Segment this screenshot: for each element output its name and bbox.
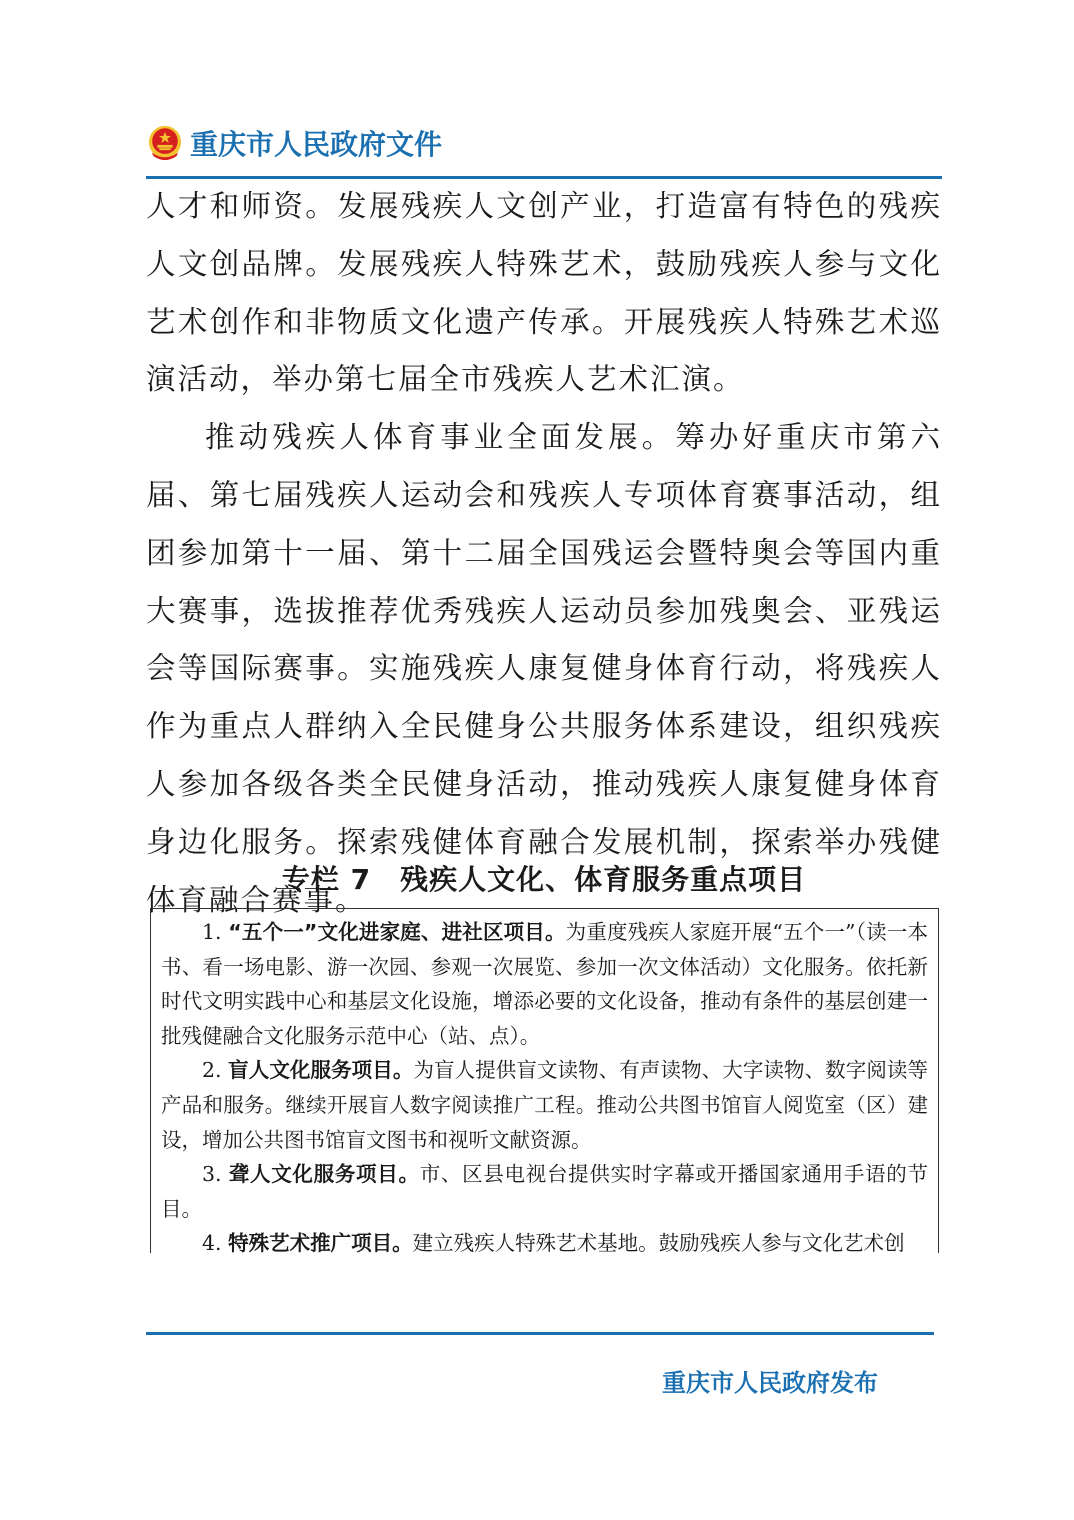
item-text: 市、区县电视台提供实时字幕或开播国家通用手语的节目。 <box>161 1162 928 1221</box>
project-item <box>161 1157 928 1226</box>
footer-publisher: 重庆市人民政府发布 <box>662 1369 878 1397</box>
body-text <box>146 178 942 929</box>
item-title: “五个一”文化进家庭、进社区项目。 <box>228 920 566 944</box>
project-box <box>150 908 939 1253</box>
paragraph: 推动残疾人体育事业全面发展。筹办好重庆市第六届、第七届残疾人运动会和残疾人专项体育赛事活动，组团参加第十一届、第十二届全国残运会暨特奥会等国内重大赛事，选拔推荐优秀残疾人运动员参加残奥会、亚残运会等国际赛事。实施残疾人康复健身体育行动，将残疾人作为重点人群纳入全民健身公共服务体系建设，组织残疾人参加各级各类全民健身活动，推动残疾人康复健身体育身边化服务。探索残健体育融合发展机制，探索举办残健体育融合赛事。 <box>146 420 942 917</box>
national-emblem-icon <box>146 124 184 162</box>
paragraph: 人才和师资。发展残疾人文创产业，打造富有特色的残疾人文创品牌。发展残疾人特殊艺术，鼓励残疾人参与文化艺术创作和非物质文化遗产传承。开展残疾人特殊艺术巡演活动，举办第七届全市残疾人艺术汇演。 <box>146 189 942 397</box>
item-title: 盲人文化服务项目。 <box>228 1058 414 1083</box>
item-number: 3. <box>202 1162 222 1187</box>
footer-divider <box>146 1332 934 1335</box>
item-number: 2. <box>202 1058 222 1083</box>
item-text: 建立残疾人特殊艺术基地。鼓励残疾人参与文化艺术创 <box>412 1231 905 1253</box>
item-text: 为盲人提供盲文读物、有声读物、大字读物、数字阅读等产品和服务。继续开展盲人数字阅读推广工程。推动公共图书馆盲人阅览室（区）建设，增加公共图书馆盲文图书和视听文献资源。 <box>161 1058 929 1152</box>
project-item <box>161 915 928 1053</box>
column-title: 专栏 7 残疾人文化、体育服务重点项目 <box>281 863 807 896</box>
item-number: 4. <box>202 1231 222 1253</box>
item-text: 为重度残疾人家庭开展“五个一”（读一本书、看一场电影、游一次园、参观一次展览、参加一次文体活动）文化服务。依托新时代文明实践中心和基层文化设施，增添必要的文化设备，推动有条件的基层创建一批残健融合文化服务示范中心（站、点）。 <box>161 920 928 1048</box>
header-title: 重庆市人民政府文件 <box>190 128 443 161</box>
document-header <box>146 118 442 168</box>
project-item <box>161 1226 928 1253</box>
item-title: 聋人文化服务项目。 <box>228 1162 420 1187</box>
item-title: 特殊艺术推广项目。 <box>228 1231 413 1253</box>
project-item <box>161 1053 928 1157</box>
item-number: 1. <box>202 920 222 944</box>
